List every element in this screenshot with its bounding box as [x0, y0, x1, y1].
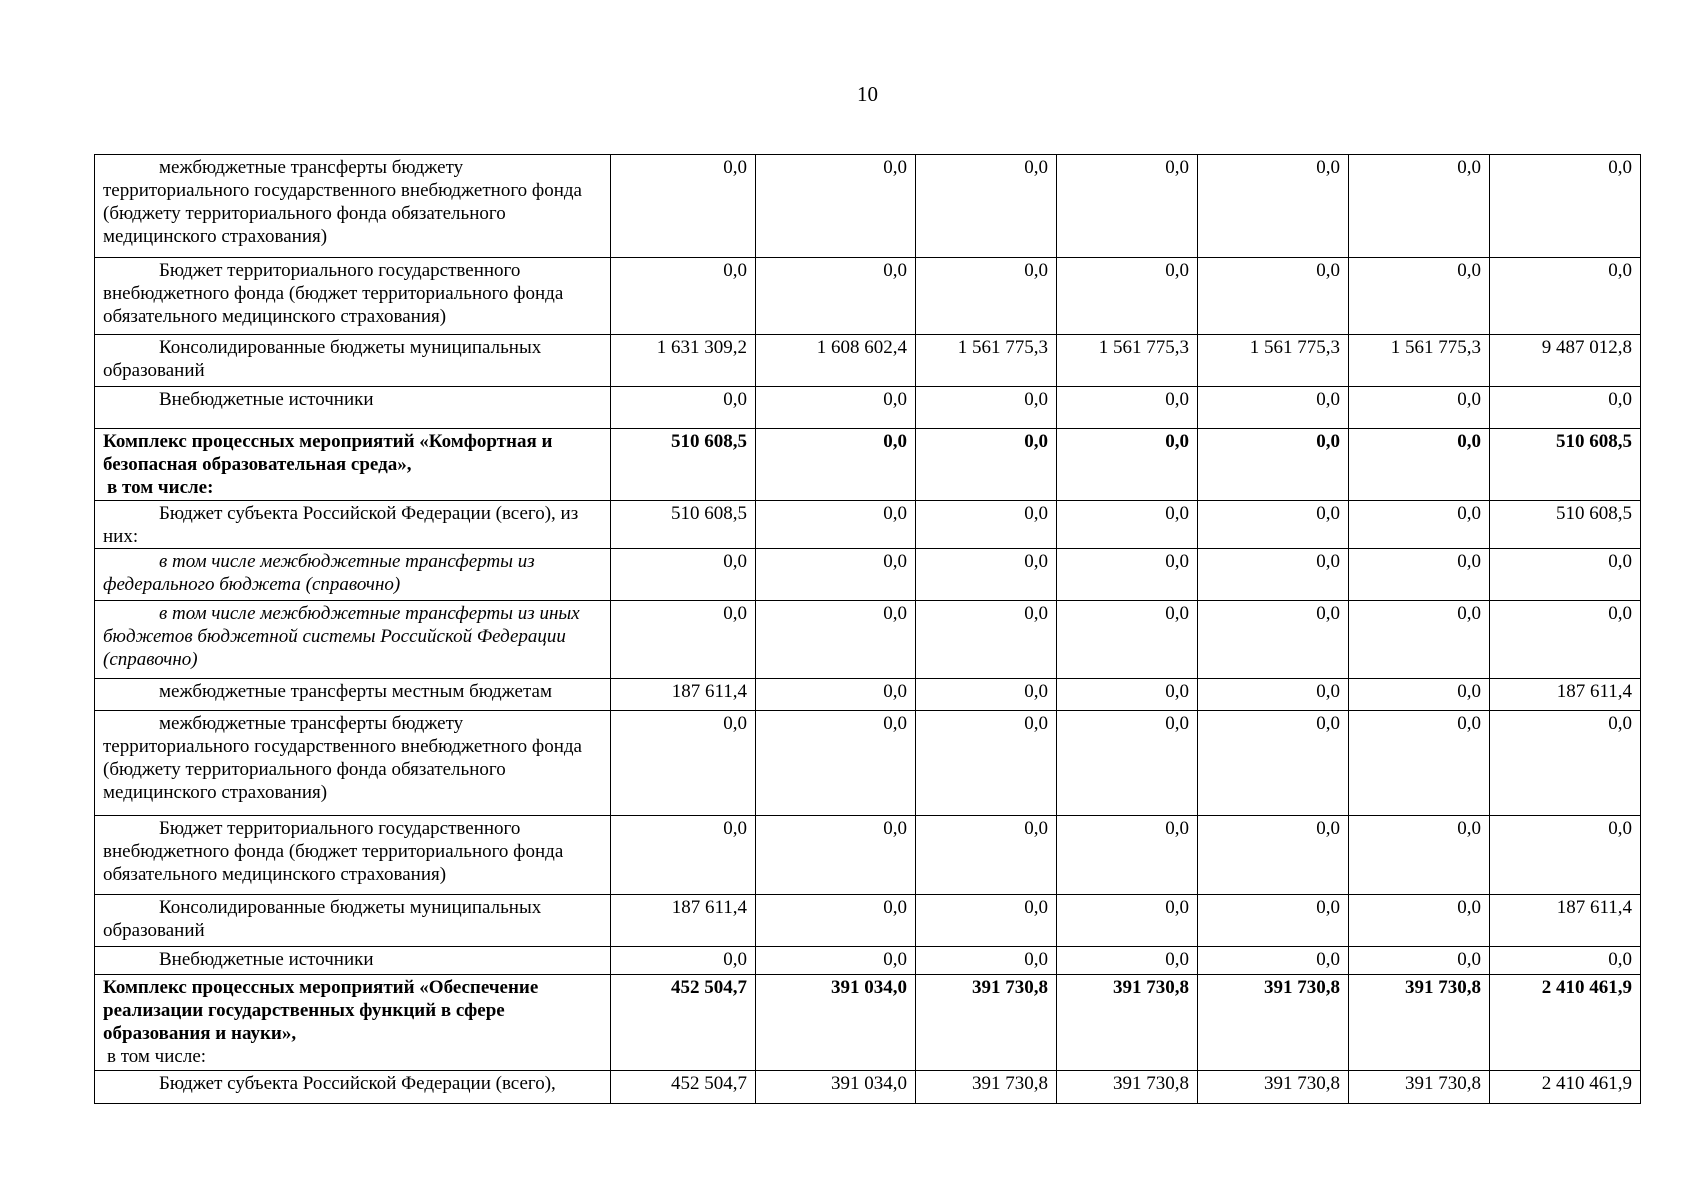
row-label: Консолидированные бюджеты муниципальных образований: [95, 895, 611, 947]
value-cell: 0,0: [916, 387, 1057, 429]
value-cell: 0,0: [1198, 895, 1349, 947]
value-cell: 0,0: [756, 947, 916, 975]
value-cell: 0,0: [916, 429, 1057, 501]
value-cell: 0,0: [916, 501, 1057, 549]
value-cell: 0,0: [611, 816, 756, 895]
row-label: Бюджет субъекта Российской Федерации (всего), из них:: [95, 501, 611, 549]
value-cell: 0,0: [916, 947, 1057, 975]
table-row: [95, 1071, 1641, 1104]
value-cell: 0,0: [756, 601, 916, 679]
value-cell: 187 611,4: [611, 895, 756, 947]
value-cell: 0,0: [1490, 816, 1641, 895]
table-row: [95, 711, 1641, 816]
value-cell: 0,0: [611, 155, 756, 258]
value-cell: 452 504,7: [611, 975, 756, 1071]
value-cell: 0,0: [756, 387, 916, 429]
value-cell: 0,0: [916, 711, 1057, 816]
value-cell: 0,0: [1349, 816, 1490, 895]
value-cell: 0,0: [1198, 501, 1349, 549]
value-cell: 0,0: [1198, 549, 1349, 601]
value-cell: 391 730,8: [1057, 1071, 1198, 1104]
row-label: межбюджетные трансферты бюджету территориального государственного внебюджетного фонда (бюджету территориального фонда обязательного медицинского страхования): [95, 711, 611, 816]
row-label: Бюджет субъекта Российской Федерации (всего),: [95, 1071, 611, 1104]
value-cell: 0,0: [611, 258, 756, 335]
value-cell: 2 410 461,9: [1490, 975, 1641, 1071]
value-cell: 0,0: [1490, 258, 1641, 335]
value-cell: 9 487 012,8: [1490, 335, 1641, 387]
value-cell: 0,0: [1057, 429, 1198, 501]
value-cell: 391 034,0: [756, 975, 916, 1071]
row-label: Бюджет территориального государственного внебюджетного фонда (бюджет территориального фонда обязательного медицинского страхования): [95, 258, 611, 335]
value-cell: 0,0: [611, 601, 756, 679]
value-cell: 0,0: [1349, 679, 1490, 711]
value-cell: 0,0: [1349, 549, 1490, 601]
row-label: Комплекс процессных мероприятий «Обеспечение реализации государственных функций в сфере образования и науки», в том числе:: [95, 975, 611, 1071]
value-cell: 0,0: [1198, 429, 1349, 501]
value-cell: 510 608,5: [1490, 501, 1641, 549]
value-cell: 391 034,0: [756, 1071, 916, 1104]
table-row: [95, 155, 1641, 258]
value-cell: 0,0: [611, 549, 756, 601]
value-cell: 1 561 775,3: [916, 335, 1057, 387]
value-cell: 0,0: [1349, 387, 1490, 429]
row-label: Комплекс процессных мероприятий «Комфортная и безопасная образовательная среда», в том числе:: [95, 429, 611, 501]
row-label: Внебюджетные источники: [95, 387, 611, 429]
row-label: в том числе межбюджетные трансферты из федерального бюджета (справочно): [95, 549, 611, 601]
row-label: в том числе межбюджетные трансферты из иных бюджетов бюджетной системы Российской Федерации (справочно): [95, 601, 611, 679]
value-cell: 0,0: [1490, 387, 1641, 429]
value-cell: 0,0: [1198, 155, 1349, 258]
value-cell: 0,0: [1198, 816, 1349, 895]
page-number: 10: [857, 82, 878, 106]
value-cell: 0,0: [756, 816, 916, 895]
table-row: [95, 387, 1641, 429]
row-label: Внебюджетные источники: [95, 947, 611, 975]
value-cell: 0,0: [1198, 258, 1349, 335]
value-cell: 0,0: [611, 387, 756, 429]
value-cell: 0,0: [1349, 895, 1490, 947]
value-cell: 0,0: [1490, 155, 1641, 258]
table-row: [95, 895, 1641, 947]
value-cell: 0,0: [611, 947, 756, 975]
budget-table: [94, 154, 1641, 1104]
value-cell: 391 730,8: [916, 975, 1057, 1071]
value-cell: 0,0: [756, 679, 916, 711]
value-cell: 187 611,4: [611, 679, 756, 711]
value-cell: 0,0: [1057, 601, 1198, 679]
table-row: [95, 601, 1641, 679]
table-row: [95, 429, 1641, 501]
value-cell: 0,0: [1490, 947, 1641, 975]
value-cell: 187 611,4: [1490, 895, 1641, 947]
value-cell: 0,0: [1057, 387, 1198, 429]
value-cell: 2 410 461,9: [1490, 1071, 1641, 1104]
value-cell: 1 608 602,4: [756, 335, 916, 387]
value-cell: 0,0: [916, 601, 1057, 679]
value-cell: 0,0: [1057, 711, 1198, 816]
value-cell: 510 608,5: [611, 501, 756, 549]
value-cell: 1 561 775,3: [1349, 335, 1490, 387]
value-cell: 391 730,8: [1198, 1071, 1349, 1104]
value-cell: 0,0: [611, 711, 756, 816]
value-cell: 0,0: [1490, 549, 1641, 601]
value-cell: 0,0: [1057, 258, 1198, 335]
value-cell: 0,0: [1349, 429, 1490, 501]
value-cell: 0,0: [1198, 387, 1349, 429]
value-cell: 0,0: [1349, 501, 1490, 549]
value-cell: 0,0: [1198, 679, 1349, 711]
row-label: Бюджет территориального государственного внебюджетного фонда (бюджет территориального фонда обязательного медицинского страхования): [95, 816, 611, 895]
value-cell: 0,0: [916, 679, 1057, 711]
value-cell: 1 631 309,2: [611, 335, 756, 387]
value-cell: 0,0: [916, 155, 1057, 258]
row-label: межбюджетные трансферты бюджету территориального государственного внебюджетного фонда (бюджету территориального фонда обязательного медицинского страхования): [95, 155, 611, 258]
value-cell: 452 504,7: [611, 1071, 756, 1104]
value-cell: 0,0: [1057, 155, 1198, 258]
table-row: [95, 258, 1641, 335]
value-cell: 0,0: [916, 258, 1057, 335]
table-row: [95, 816, 1641, 895]
value-cell: 0,0: [756, 711, 916, 816]
value-cell: 0,0: [1349, 155, 1490, 258]
value-cell: 0,0: [756, 895, 916, 947]
row-label: межбюджетные трансферты местным бюджетам: [95, 679, 611, 711]
value-cell: 391 730,8: [1349, 975, 1490, 1071]
value-cell: 391 730,8: [1198, 975, 1349, 1071]
value-cell: 391 730,8: [1349, 1071, 1490, 1104]
table-row: [95, 335, 1641, 387]
value-cell: 1 561 775,3: [1057, 335, 1198, 387]
table-row: [95, 679, 1641, 711]
value-cell: 0,0: [916, 549, 1057, 601]
row-label: Консолидированные бюджеты муниципальных образований: [95, 335, 611, 387]
value-cell: 510 608,5: [611, 429, 756, 501]
value-cell: 0,0: [916, 816, 1057, 895]
value-cell: 187 611,4: [1490, 679, 1641, 711]
value-cell: 0,0: [1198, 947, 1349, 975]
value-cell: 0,0: [1490, 601, 1641, 679]
value-cell: 0,0: [1057, 501, 1198, 549]
value-cell: 0,0: [1198, 601, 1349, 679]
table-row: [95, 947, 1641, 975]
value-cell: 0,0: [756, 501, 916, 549]
value-cell: 0,0: [756, 155, 916, 258]
value-cell: 0,0: [1057, 679, 1198, 711]
value-cell: 0,0: [1057, 816, 1198, 895]
value-cell: 391 730,8: [1057, 975, 1198, 1071]
value-cell: 0,0: [1349, 258, 1490, 335]
value-cell: 0,0: [756, 549, 916, 601]
value-cell: 1 561 775,3: [1198, 335, 1349, 387]
value-cell: 0,0: [1198, 711, 1349, 816]
value-cell: 0,0: [1057, 947, 1198, 975]
table-row: [95, 975, 1641, 1071]
value-cell: 0,0: [1057, 895, 1198, 947]
value-cell: 0,0: [1057, 549, 1198, 601]
value-cell: 391 730,8: [916, 1071, 1057, 1104]
value-cell: 510 608,5: [1490, 429, 1641, 501]
value-cell: 0,0: [1490, 711, 1641, 816]
value-cell: 0,0: [1349, 947, 1490, 975]
value-cell: 0,0: [1349, 601, 1490, 679]
value-cell: 0,0: [756, 258, 916, 335]
table-row: [95, 549, 1641, 601]
value-cell: 0,0: [756, 429, 916, 501]
value-cell: 0,0: [916, 895, 1057, 947]
value-cell: 0,0: [1349, 711, 1490, 816]
table-row: [95, 501, 1641, 549]
